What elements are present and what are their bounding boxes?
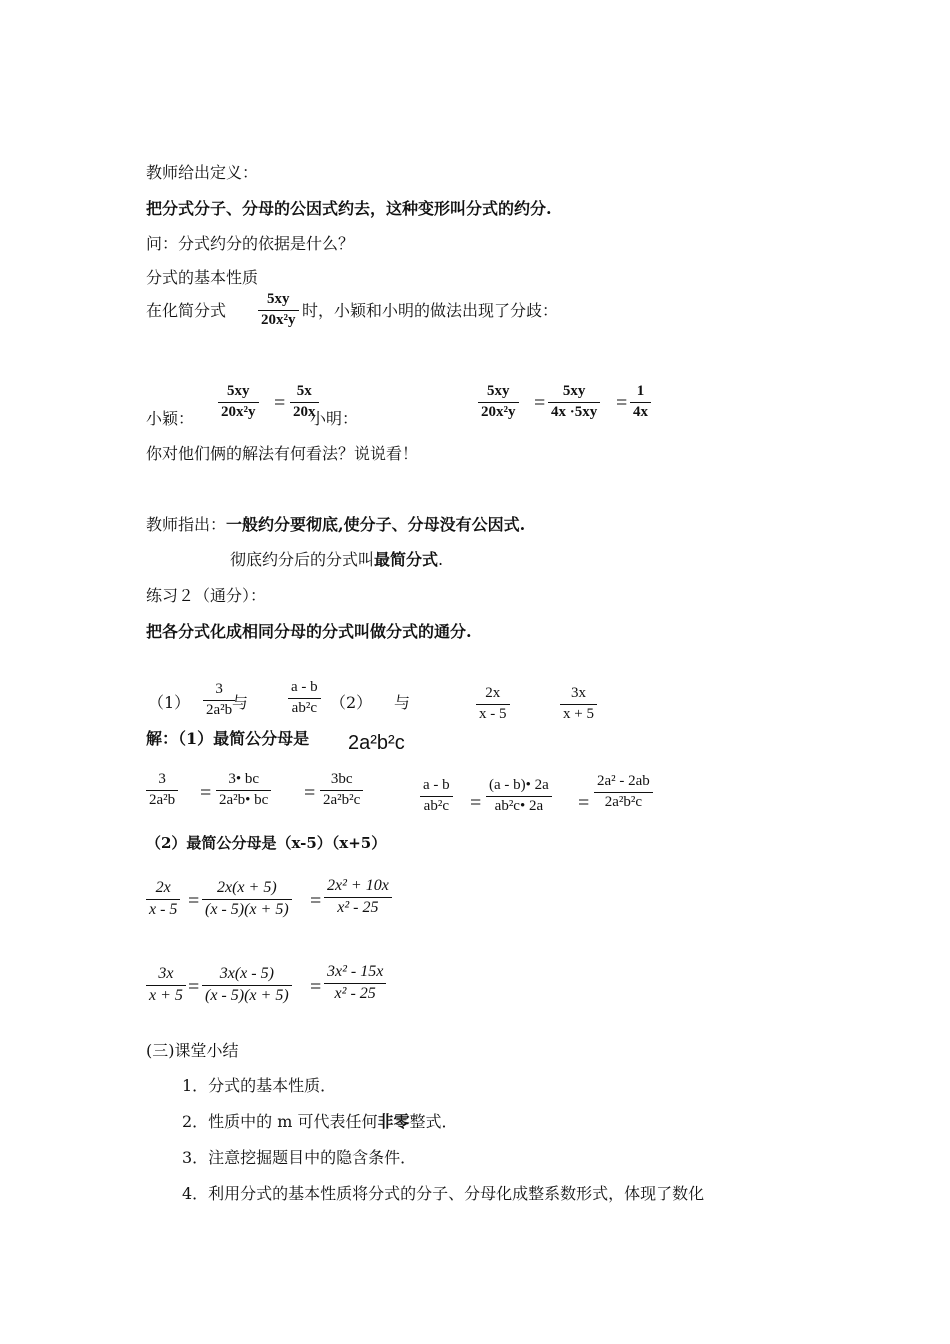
s1b-fraction-1: a - b ab²c xyxy=(420,778,453,815)
text-simplify-rest: 时，小颖和小明的做法出现了分歧： xyxy=(302,301,559,320)
equals-sign: = xyxy=(470,792,482,814)
text-basic-property: 分式的基本性质 xyxy=(146,268,259,287)
summary-title: (三)课堂小结 xyxy=(146,1041,239,1060)
equals-sign: = xyxy=(304,782,316,804)
s1b-fraction-2: (a - b)• 2a ab²c• 2a xyxy=(486,778,552,815)
equals-sign: = xyxy=(188,976,200,998)
label-ex1: （1） xyxy=(148,693,191,712)
equals-sign: = xyxy=(616,392,628,414)
s1a-fraction-1: 3 2a²b xyxy=(146,772,178,809)
ex1-fraction-a: 3 2a²b xyxy=(203,682,235,719)
summary-item: 1．分式的基本性质． xyxy=(182,1076,337,1095)
equals-sign: = xyxy=(578,792,590,814)
s2b-fraction-3: 3x² - 15x x² - 25 xyxy=(324,964,386,1003)
ex2-fraction-b: 3x x + 5 xyxy=(560,686,597,723)
s2a-fraction-3: 2x² + 10x x² - 25 xyxy=(324,878,392,917)
text-exercise-2: 练习２（通分）： xyxy=(146,586,267,605)
equals-sign: = xyxy=(310,976,322,998)
label-ex2: （2） xyxy=(330,693,373,712)
label-xiaoming: 小明： xyxy=(310,409,359,428)
text-question: 问：分式约分的依据是什么？ xyxy=(146,234,355,253)
xm-fraction-1: 5xy 20x²y xyxy=(478,384,519,421)
lcd-1: 2a²b²c xyxy=(348,732,405,754)
xy-fraction-1: 5xy 20x²y xyxy=(218,384,259,421)
equals-sign: = xyxy=(188,890,200,912)
s1a-fraction-3: 3bc 2a²b²c xyxy=(320,772,363,809)
text-opinion: 你对他们俩的解法有何看法？说说看！ xyxy=(146,444,419,463)
text-definition-intro: 教师给出定义： xyxy=(146,163,259,182)
text-common-denominator: 把各分式化成相同分母的分式叫做分式的通分. xyxy=(146,622,472,641)
s2a-fraction-2: 2x(x + 5) (x - 5)(x + 5) xyxy=(202,880,292,919)
label-xiaoying: 小颖： xyxy=(146,409,195,428)
equals-sign: = xyxy=(274,392,286,414)
equals-sign: = xyxy=(200,782,212,804)
summary-item: 2．性质中的 m 可代表任何非零整式． xyxy=(182,1112,458,1131)
ex1-fraction-b: a - b ab²c xyxy=(288,680,321,717)
xm-fraction-2: 5xy 4x ·5xy xyxy=(548,384,600,421)
text-definition: 把分式分子、分母的公因式约去，这种变形叫分式的约分. xyxy=(146,199,552,218)
s2a-fraction-1: 2x x - 5 xyxy=(146,880,180,919)
text-with: 与 xyxy=(232,693,249,712)
text-solution-2: （2）最简公分母是（x-5）（x+5） xyxy=(146,834,387,852)
equals-sign: = xyxy=(534,392,546,414)
s1b-fraction-3: 2a² - 2ab 2a²b²c xyxy=(594,774,653,811)
xm-fraction-3: 1 4x xyxy=(630,384,651,421)
s1a-fraction-2: 3• bc 2a²b• bc xyxy=(216,772,271,809)
s2b-fraction-1: 3x x + 5 xyxy=(146,966,186,1005)
text-simplest-fraction: 彻底约分后的分式叫最简分式. xyxy=(230,550,444,569)
text-simplify-intro: 在化简分式 xyxy=(146,301,227,320)
text-with: 与 xyxy=(394,693,411,712)
text-teacher-note: 教师指出：一般约分要彻底,使分子、分母没有公因式. xyxy=(146,515,526,534)
xy-fraction-2: 5x 20x xyxy=(290,384,319,421)
ex2-fraction-a: 2x x - 5 xyxy=(476,686,510,723)
equals-sign: = xyxy=(310,890,322,912)
s2b-fraction-2: 3x(x - 5) (x - 5)(x + 5) xyxy=(202,966,292,1005)
text-solution-1: 解：（1）最简公分母是 xyxy=(146,729,310,748)
fraction-main: 5xy 20x²y xyxy=(258,292,299,329)
summary-item: 3．注意挖掘题目中的隐含条件． xyxy=(182,1148,417,1167)
summary-item: 4．利用分式的基本性质将分式的分子、分母化成整系数形式，体现了数化 xyxy=(182,1184,705,1203)
